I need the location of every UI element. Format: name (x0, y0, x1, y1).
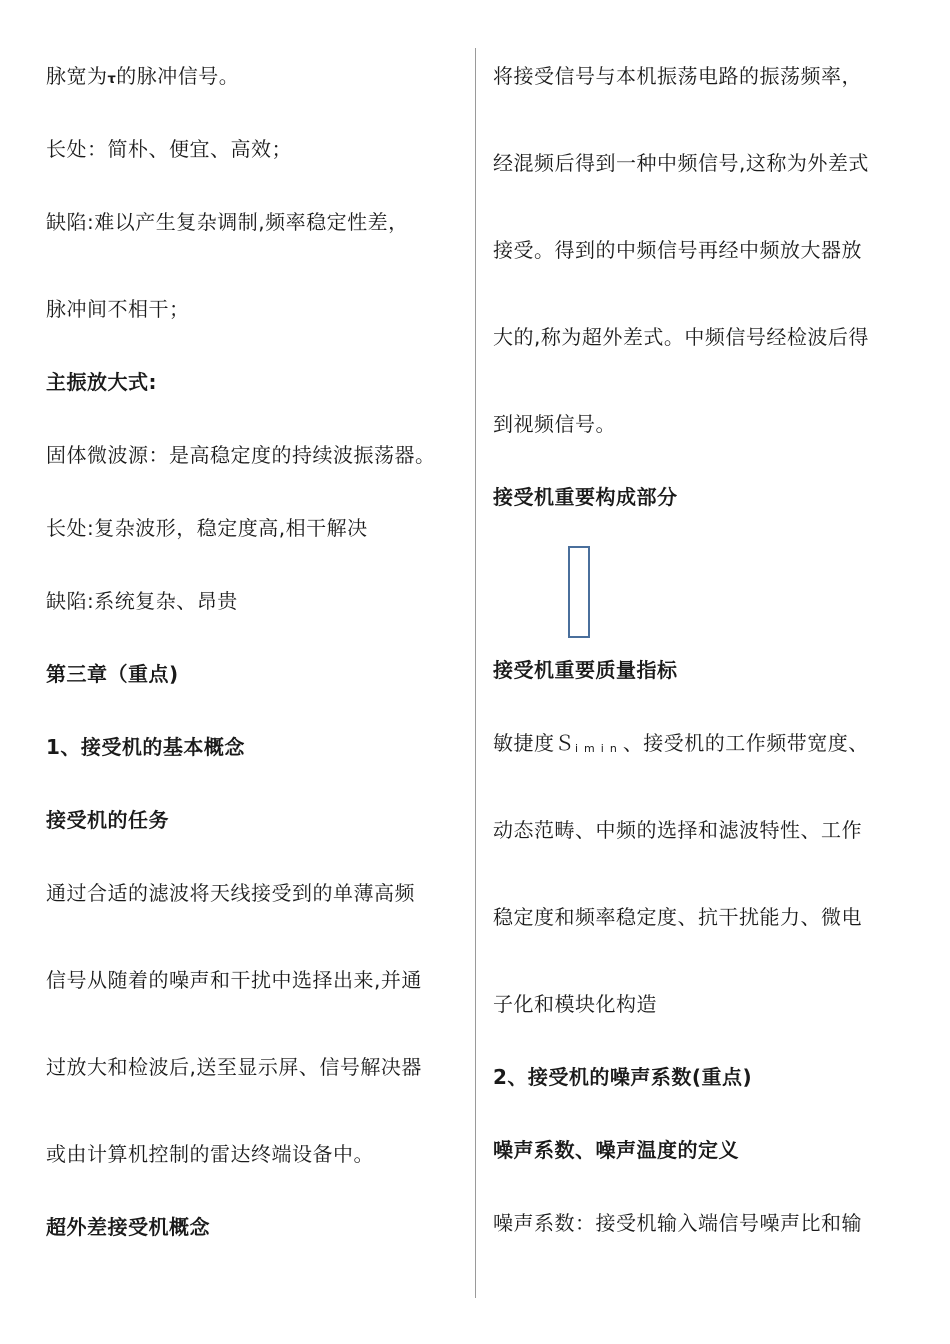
para-heterodyne-4: 大的,称为超外差式。中频信号经检波后得 (493, 325, 869, 349)
para-heterodyne-3: 接受。得到的中频信号再经中频放大器放 (493, 238, 862, 262)
para-metrics-3: 稳定度和频率稳定度、抗干扰能力、微电 (493, 905, 862, 929)
para-task-2: 信号从随着的噪声和干扰中选择出来,并通 (46, 968, 422, 992)
figure-placeholder (568, 546, 590, 638)
para-metrics-4: 子化和模块化构造 (493, 992, 657, 1016)
subheading-components: 接受机重要构成部分 (493, 485, 678, 509)
para-metrics-2: 动态范畴、中频的选择和滤波特性、工作 (493, 818, 862, 842)
para-disadvantages-1: 缺陷:难以产生复杂调制,频率稳定性差， (46, 210, 409, 234)
para-disadvantages-2: 缺陷:系统复杂、昂贵 (46, 589, 238, 613)
text: 、接受机的工作频带宽度、 (622, 731, 869, 755)
subscript-imin: imin (575, 742, 623, 755)
text: 的脉冲信号。 (116, 64, 240, 88)
subheading-receiver-task: 接受机的任务 (46, 808, 169, 832)
column-divider (475, 48, 476, 1298)
para-disadvantages-1-cont: 脉冲间不相干； (46, 297, 190, 321)
text: 脉宽为 (46, 64, 108, 88)
para-task-1: 通过合适的滤波将天线接受到的单薄高频 (46, 881, 415, 905)
para-solid-microwave: 固体微波源：是高稳定度的持续波振荡器。 (46, 443, 436, 467)
tau-symbol: τ (107, 72, 117, 87)
para-metrics-1 (493, 729, 869, 763)
subheading-quality-metrics: 接受机重要质量指标 (493, 658, 678, 682)
section-heading-2: 2、接受机的噪声系数(重点) (493, 1065, 753, 1089)
section-heading-1: 1、接受机的基本概念 (46, 735, 245, 759)
para-noise-figure: 噪声系数：接受机输入端信号噪声比和输 (493, 1211, 862, 1235)
chapter-heading: 第三章（重点) (46, 662, 179, 686)
heading-master-oscillator: 主振放大式: (46, 370, 157, 394)
subheading-noise-definition: 噪声系数、噪声温度的定义 (493, 1138, 739, 1162)
para-advantages-2: 长处:复杂波形，稳定度高,相干解决 (46, 516, 368, 540)
para-advantages-1: 长处：简朴、便宜、高效； (46, 137, 292, 161)
subheading-superheterodyne: 超外差接受机概念 (46, 1215, 210, 1239)
text: 敏捷度Ｓ (493, 731, 575, 755)
para-task-4: 或由计算机控制的雷达终端设备中。 (46, 1142, 374, 1166)
para-pulse-width (46, 62, 239, 94)
para-task-3: 过放大和检波后,送至显示屏、信号解决器 (46, 1055, 422, 1079)
para-heterodyne-1: 将接受信号与本机振荡电路的振荡频率， (493, 64, 862, 88)
para-heterodyne-5: 到视频信号。 (493, 412, 616, 436)
para-heterodyne-2: 经混频后得到一种中频信号,这称为外差式 (493, 151, 869, 175)
